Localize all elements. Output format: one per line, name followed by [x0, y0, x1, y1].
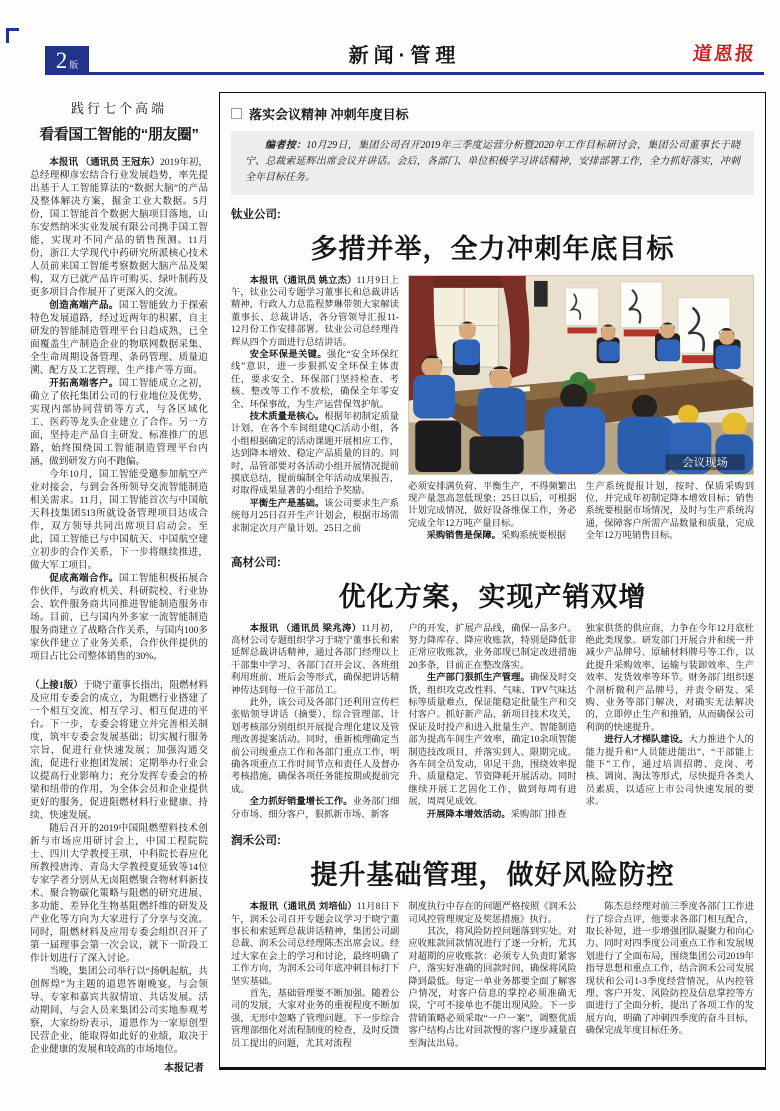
article-column: [408, 481, 577, 543]
paragraph-lead: 促成高端合作。: [49, 573, 119, 584]
meeting-photo: [408, 275, 754, 475]
theme-header: [231, 104, 754, 123]
section-marker-icon: [231, 108, 242, 119]
paragraph: 技术质量是核心。根据年初制定质量计划，在各个车间组建QC活动小组，各小组根据确定的活动课题开展相应工作，达到降本增效、稳定产品质量的目的。同时，品管部要对各活动小组开展情况提前摸底总结，提前编制全年活动成果报告，对取得成果显著的小组给予奖励。: [231, 412, 399, 497]
paragraph: 采购销售是保障。采购系统要根据: [426, 531, 567, 542]
paragraph: 创造高端产品。国工智能致力于探索特色发展道路，经过近两年的积累，自主研发的智能制造管理平台日趋成熟，已全面覆盖生产制造企业的物联网数据采集、全生命周期设备管理、条码管理、质量追溯、配方及工艺管理、生产排产等方面。: [30, 300, 208, 376]
page-number: 2: [55, 47, 68, 73]
paragraph: 此外，该公司及各部门还利用宣传栏张贴领导讲话（摘要），综合管理部、计划考核部分别组织开展提合理化建议及管理改善提案活动。同时，重新梳理确定当前公司级重点工作和各部门重点工作，明确各项重点工作时间节点和责任人及督办考核措施，确保各项任务能按期或提前完成。: [231, 698, 400, 795]
paragraph: 开展降本增效活动。采购部门排查: [426, 809, 567, 820]
article-column: [586, 623, 754, 822]
paragraph-lead: 创造高端产品。: [49, 300, 119, 311]
article-column: [586, 901, 754, 1050]
byline: 本报记者: [164, 1063, 204, 1074]
article-column: [231, 901, 399, 1050]
paragraph: 户的开发，扩展产品线，确保一品多户。努力降库存、降应收账款，特别是降低非正常应收账款，业务部现已制定改进措施20多条，目前正在整改落实。: [408, 623, 577, 671]
paragraph: 生产系统提报计划，按时、保质采购到位，并完成年初制定降本增效目标；销售系统要根据市场情况，及时与生产系统沟通，保障客户所需产品数量和质量，完成全年12万吨销售目标。: [585, 481, 754, 542]
paragraph: 独家供货的供应商，力争在今年12月底杜绝此类现象。研发部门开展合并和统一并减少产品牌号、原辅材料牌号等工作，以此提升采购效率、运输与装卸效率、生产效率、发货效率等环节。财务部门组织逐个剖析微利产品牌号，并责令研发、采购、业务等部门解决，对确实无法解决的，立即停止生产和推销，从而确保公司利润的快速提升。: [585, 623, 754, 733]
article-column: [408, 623, 576, 822]
article-runhe: [231, 832, 754, 1050]
company-label: 润禾公司:: [231, 835, 281, 848]
paragraph: 本报讯（通讯员 刘培仙）11月8日下午，润禾公司召开专题会议学习于晓宁董事长和索延辉总裁讲话精神，集团公司副总裁、润禾公司总经理陈杰出席会议。经过大家在会上的学习和讨论，最终明确了工作方向，为润禾公司年底冲刺目标打下坚实基础。: [231, 902, 400, 987]
page-label: 版: [69, 59, 79, 70]
article-column: [585, 481, 754, 543]
paragraph-lead: 本报讯 （通讯员 王冠东）: [49, 157, 160, 168]
page-content: [30, 92, 766, 1103]
paragraph: 开拓高端客户。国工智能成立之初，确立了依托集团公司的行业地位及优势，实现内部协同营销等方式，与各区域化工、医药等龙头企业建立了合作。另一方面，坚持走产品自主研发、标准推广的思路，始终围绕国工智能制造管理平台内涵，做到研发方向不跑偏。: [30, 378, 208, 467]
paragraph: 随后召开的2019中国阻燃塑料技术创新与市场应用研讨会上，中国工程院院士、四川大学教授王琪，中科院长春应化所教授唐涛、青岛大学教授夏延致等14位专家学者分别从无卤阻燃聚合物材料新技术、聚合物碳化策略与阻燃的研究进展、多功能、差异化生物基阻燃纤维的研发及产业化等方向为大家进行了分享与交流。同时，阻燃材料及应用专委会组织召开了第一届理事会第一次会议，就下一阶段工作计划进行了深入讨论。: [30, 823, 208, 964]
paragraph: 安全环保是关键。强化“安全环保红线”意识，进一步狠抓安全环保主体责任，要求安全、环保部门坚持检查、考核、整改等工作不放松，确保全年零安全、环保事故，为生产运营保驾护航。: [231, 350, 399, 410]
paragraph: 今年10月，国工智能受邀参加航空产业对接会，与到会各所领导交流智能制造相关需求。11月，国工智能首次与中国航天科技集团513所就设备管理项目达成合作，双方领导共同出席项目启动会。至此，国工智能已与中国航天、中国航空建立初步的合作关系，下一步将继续推进，做大军工项目。: [30, 469, 208, 571]
continuation-paragraph: （上接1版）于晓宁董事长指出，阻燃材料及应用专委会的成立，为阻燃行业搭建了一个相互交流、相互学习、相互促进的平台。下一步，专委会将建立并完善相关制度，筑牢专委会发展基础；切实履行服务宗旨，促进行业快速发展；加强沟通交流，促进行业抱团发展；定期举办行业会议提高行业影响力；充分发挥专委会的桥梁和纽带的作用，为全体会员和企业提供更好的服务，促进阻燃材料行业健康、持续、快速发展。: [30, 680, 208, 821]
article-title: 看看国工智能的“朋友圈”: [39, 127, 199, 143]
masthead: [45, 38, 764, 75]
headline: 提升基础管理，做好风险防控: [310, 860, 675, 891]
paragraph: 本报讯 （通讯员 梁兆涛）11月初，高材公司专题组织学习于晓宁董事长和索延辉总裁讲话精神，通过各部门经理以上干部集中学习、各部门召开会议、各班组利用班前、班后会等形式，确保把讲话精神传达到每一位干部员工。: [231, 623, 400, 696]
paragraph: 全力抓好销量增长工作。业务部门细分市场、细分客户，狠抓新市场、新客: [231, 797, 400, 820]
paragraph: 平衡生产是基础。该公司要求生产系统每月25日召开生产计划会，根据市场需求制定次月产量计划。25日之前: [231, 498, 399, 534]
article-column: [231, 623, 399, 822]
paragraph: 本报讯 （通讯员 王冠东）2019年初，总经理柳彦宏结合行业发展趋势，率先提出基于人工智能算法的“数据大脑”的产品及整体解决方案，掘金工业大数据。5月份，国工智能首个数据大脑项目落地，山东安然纳米实业发展有限公司携手国工智能，实现对不同产品的销售预测。11月份，浙江大学现代中药研究所派核心技术人员前来国工智能考察数据大脑产品及架构，双方已就产品许可购买、绿叶制药及更多项目合作展开了更深入的交流。: [30, 157, 208, 298]
paragraph: 当晚，集团公司举行以“扬帆起航，共创辉煌”为主题的道恩答谢晚宴，与会领导、专家和嘉宾共叙情谊、共话发展。活动期间，与会人员来集团公司实地参观考察，大家纷纷表示，道恩作为一家原创型民营企业，能取得如此好的业绩，取决于企业健康的发展和较高的市场地位。: [30, 966, 208, 1055]
article-taiye: [231, 206, 754, 543]
headline: 多措并举，全力冲刺年底目标: [310, 233, 675, 264]
company-label: 高材公司:: [231, 556, 281, 569]
editor-note: 编者按：10月29日，集团公司召开2019年三季度运营分析暨2020年工作目标研讨会，集团公司董事长于晓宁、总裁索延辉出席会议并讲话。会后，各部门、单位积极学习讲话精神，安排部署工作，全力抓好落实，冲刺全年目标任务。: [231, 131, 754, 195]
company-label: 钛业公司:: [231, 208, 281, 221]
paper-logo: 道恩报: [691, 44, 757, 65]
paragraph: 必须安排满负荷、平衡生产，不得频繁出现产量忽高忽低现象；25日以后，可根据计划完成情况，做好设备维保工作，务必完成全年12万吨产量目标。: [407, 481, 577, 529]
paragraph-lead: 开拓高端客户。: [49, 378, 119, 389]
editor-note-lead: 编者按：: [265, 140, 307, 151]
paragraph: 首先，基础管理要不断加强。随着公司的发展，大家对业务的重视程度不断加强，无形中忽略了管理问题。下一步综合管理部细化对流程制度的检查，及时反馈员工提出的问题，尤其对流程: [231, 988, 400, 1049]
photo-watermark: 会议现场: [682, 456, 728, 469]
theme-label: 落实会议精神 冲刺年度目标: [249, 107, 409, 122]
headline: 优化方案，实现产销双增: [338, 581, 647, 612]
theme-section: [219, 92, 766, 1070]
paragraph: 陈杰总经理对前三季度各部门工作进行了综合点评，他要求各部门相互配合，取长补短，进一步增强团队凝聚力和向心力。同时对四季度公司重点工作和发展规划进行了全面布局，围绕集团公司2019年指导思想和重点工作，结合润禾公司发展现状和公司1-3季度经营情况，从内控管理、客户开发、风险防控及信息掌控等方面进行了全面分析，提出了各项工作的发展方向，明确了冲刺四季度的奋斗目标，确保完成年度目标任务。: [585, 902, 754, 1037]
article-kicker: 践行七个高端: [70, 101, 167, 116]
paragraph: 生产部门狠抓生产管理。确保及时交货，组织攻克改性料、气味、TPV气味达标等质量难点，保证能稳定批量生产和交付客户。抓好新产品、新项目技术攻关，保证及时投产和进入批量生产。智能制造部为提高车间生产效率，确定10余项智能制造技改项目，并落实到人、限期完成。各车间全员发动，卯足干劲，围绕效率提升、质量稳定、节资降耗开展活动。同时继续开展工艺固化工作，做到每周有进展，周周见成效。: [408, 673, 577, 808]
left-article: [30, 92, 208, 1103]
paragraph: 制度执行中存在的问题严格按照《润禾公司风控管理规定及奖惩措施》执行。: [408, 902, 577, 925]
paragraph: 其次，将风险防控问题落到实处。对应收账款回款情况进行了逐一分析，尤其对超期的应收账款：必须专人负责盯紧客户，落实好准确的回款时间，确保将风险降到最低。每定一单业务都要全面了解客户情况，对客户信息的掌控必须准确无误，宁可不接单也不能出现风险。下一步营销策略必须采取“一户一案”，调整优质客户结构占比对回款慢的客户逐步减量直至淘汰出局。: [408, 926, 577, 1049]
section-title: 新闻·管理: [348, 45, 461, 67]
paragraph: 本报讯（通讯员 姚立杰）11月9日上午，钛业公司专题学习董事长和总裁讲话精神，行政人力总监程梦琳带领大家解读董事长、总裁讲话，各分管领导汇报11-12月份工作安排部署。钛业公司总经理肖辉从四个方面进行总结讲话。: [231, 275, 399, 348]
continued-from-note: （上接1版）: [30, 680, 83, 691]
paragraph: 促成高端合作。国工智能积极拓展合作伙伴，与政府机关、科研院校、行业协会、软件服务商共同推进智能制造服务市场。目前，已与国内外多家一流智能制造服务商建立了战略合作关系，与国内100多家伙伴建立了业务关系，合作伙伴提供的项目占比公司整体销售的30%。: [30, 573, 208, 662]
article-column: [231, 275, 399, 543]
paragraph: 进行人才梯队建设。大力推进个人的能力提升和“人员能进能出”、“干部能上能下”工作，通过培训招聘、竞岗、考核、调岗、淘汰等形式，尽快提升各类人员素质，以适应上市公司快速发展的要求。: [585, 735, 754, 808]
article-gaocai: [231, 554, 754, 822]
article-column: [408, 901, 576, 1050]
corner-crop-mark: [6, 28, 19, 43]
